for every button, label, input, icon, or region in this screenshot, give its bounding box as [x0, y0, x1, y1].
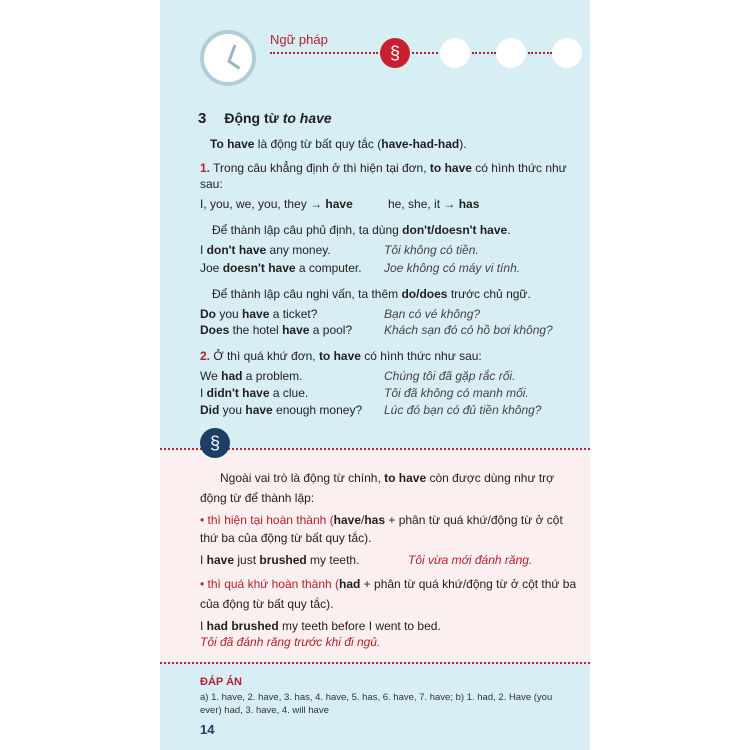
nav-circle: [440, 38, 470, 68]
page-number: 14: [200, 722, 215, 737]
conjugation-singular: he, she, it → has: [388, 197, 480, 211]
negation-example: I don't have any money.: [200, 243, 331, 257]
note-translation: Tôi đã đánh răng trước khi đi ngủ.: [200, 635, 381, 649]
note-bullet-cont: thứ ba của động từ bất quy tắc).: [200, 531, 372, 545]
note-text: động từ để thành lập:: [200, 491, 315, 505]
conjugation-plural: I, you, we, you, they → have: [200, 197, 353, 211]
note-example: I had brushed my teeth before I went to bed.: [200, 619, 441, 633]
note-bullet-cont: của động từ bất quy tắc).: [200, 597, 334, 611]
question-example: Does the hotel have a pool?: [200, 323, 353, 337]
question-example: Do you have a ticket?: [200, 307, 318, 321]
past-translation: Tôi đã không có manh mối.: [384, 386, 529, 400]
dotted-divider: [160, 662, 590, 664]
answer-key: [200, 676, 580, 717]
dotted-divider: [472, 52, 496, 54]
past-translation: Chúng tôi đã gặp rắc rối.: [384, 369, 516, 383]
book-page: [160, 0, 590, 750]
page-title: 3 Động từ to have: [198, 110, 332, 127]
question-translation: Bạn có vé không?: [384, 307, 481, 321]
dotted-divider: [412, 52, 442, 54]
negation-example: Joe doesn't have a computer.: [200, 261, 362, 275]
answer-line: ever) had, 3. have, 4. will have: [200, 705, 329, 716]
point1-text: 1. Trong câu khẳng định ở thì hiện tại đơn, to have có hình thức như: [200, 161, 567, 175]
note-translation: Tôi vừa mới đánh răng.: [408, 553, 533, 567]
intro-text: To have là động từ bất quy tắc (have-had-had).: [210, 137, 467, 151]
negation-text: Để thành lập câu phủ định, ta dùng don't/doesn't have.: [212, 223, 511, 237]
note-example: I have just brushed my teeth.: [200, 553, 360, 567]
note-text: Ngoài vai trò là động từ chính, to have còn được dùng như trợ: [220, 471, 555, 485]
past-translation: Lúc đó bạn có đủ tiền không?: [384, 403, 542, 417]
negation-translation: Tôi không có tiền.: [384, 243, 479, 257]
past-example: Did you have enough money?: [200, 403, 363, 417]
answer-line: a) 1. have, 2. have, 3. has, 4. have, 5. has, 6. have, 7. have; b) 1. had, 2. Have (you: [200, 692, 553, 703]
answer-title: ĐÁP ÁN: [200, 676, 242, 688]
section-label: Ngữ pháp: [270, 32, 328, 47]
point1-text-cont: sau:: [200, 177, 223, 191]
point2-text: 2. Ở thì quá khứ đơn, to have có hình thức như sau:: [200, 349, 482, 363]
past-example: I didn't have a clue.: [200, 386, 309, 400]
section-symbol-icon: §: [380, 38, 410, 68]
question-translation: Khách sạn đó có hồ bơi không?: [384, 323, 553, 337]
dotted-divider: [528, 52, 552, 54]
clock-icon: [200, 30, 256, 86]
note-bullet: • thì quá khứ hoàn thành (had + phân từ quá khứ/động từ ở cột thứ ba: [200, 577, 577, 591]
nav-circle: [496, 38, 526, 68]
question-text: Để thành lập câu nghi vấn, ta thêm do/does trước chủ ngữ.: [212, 287, 531, 301]
past-example: We had a problem.: [200, 369, 303, 383]
note-bullet: • thì hiện tại hoàn thành (have/has + phân từ quá khứ/động từ ở cột: [200, 513, 563, 527]
dotted-divider: [270, 52, 378, 54]
negation-translation: Joe không có máy vi tính.: [384, 261, 521, 275]
nav-circle: [552, 38, 582, 68]
section-symbol-icon: §: [200, 428, 230, 458]
